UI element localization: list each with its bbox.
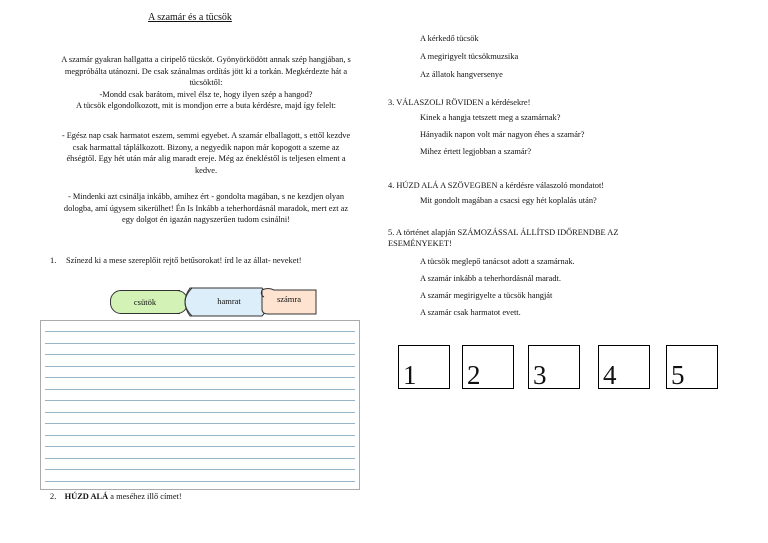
question-4: 4. HÚZD ALÁ A SZÖVEGBEN a kérdésre válaszoló mondatot!	[388, 181, 605, 190]
writing-line	[45, 400, 355, 401]
order-box-1[interactable]: 1	[398, 345, 450, 389]
q5-event-1: A tücsök meglepő tanácsot adott a szamárnak.	[420, 257, 575, 266]
writing-line	[45, 412, 355, 413]
writing-line	[45, 343, 355, 344]
writing-line	[45, 423, 355, 424]
order-box-3[interactable]: 3	[528, 345, 580, 389]
q4-item-1: Mit gondolt magában a csacsi egy hét koplalás után?	[420, 196, 597, 205]
writing-line	[45, 469, 355, 470]
order-box-2[interactable]: 2	[462, 345, 514, 389]
writing-line	[45, 331, 355, 332]
task-2: 2. HÚZD ALÁ a meséhez illő címet!	[50, 492, 182, 501]
story-paragraph-2: - Egész nap csak harmatot eszem, semmi egyebet. A szamár elballagott, s ettől kezdve csak harmattal táplálkozott. Bizony, a negyedik napon már kopogott a szeme az éhségtől. Egy hét után már alig maradt ereje. Még az énekléstől is teljesen elment a kedve.	[61, 131, 351, 175]
title-option-1[interactable]: A kérkedő tücsök	[420, 34, 479, 43]
writing-line	[45, 435, 355, 436]
writing-line	[45, 446, 355, 447]
question-5: 5. A történet alapján SZÁMOZÁSSAL ÁLLÍTSD IDŐRENDBE AZ ESEMÉNYEKET!	[388, 228, 619, 248]
writing-line	[45, 354, 355, 355]
writing-line	[45, 377, 355, 378]
writing-line	[45, 481, 355, 482]
shape-rounded[interactable]: csütök	[110, 290, 180, 314]
writing-lines[interactable]	[40, 320, 360, 490]
order-box-4[interactable]: 4	[598, 345, 650, 389]
story-paragraph-1: A szamár gyakran hallgatta a ciripelő tücsköt. Gyönyörködött annak szép hangjában, s megpróbálta utánozni. De csak szánalmas ordítás jött ki a torkán. Megkérdezte hát a tücsöktől: -Mondd csak barátom, mivel élsz te, hogy ilyen szép a hangod? A tücsök elgondolkozott, mit is mondjon erre a buta kérdésre, majd így felelt:	[61, 55, 351, 110]
page-title: A szamár és a tücsök	[148, 12, 232, 23]
story-paragraph-3: - Mindenki azt csinálja inkább, amihez ért - gondolta magában, s ne kezdjen olyan dologba, amí úgysem sikerülhet! Én Is Inkább a teherhordásnál maradok, mert ezt az egy dolgot én igazán nagyszerűen tudom csinálni!	[63, 192, 349, 224]
writing-line	[45, 389, 355, 390]
question-3: 3. VÁLASZOLJ RÖVIDEN a kérdésekre!	[388, 98, 531, 107]
q5-event-3: A szamár megirigyelte a tücsök hangját	[420, 291, 553, 300]
title-option-2[interactable]: A megirigyelt tücsökmuzsika	[420, 52, 519, 61]
q3-item-2: Hányadik napon volt már nagyon éhes a szamár?	[420, 130, 585, 139]
q3-item-1: Kinek a hangja tetszett meg a szamárnak?	[420, 113, 561, 122]
q3-item-3: Mihez értett legjobban a szamár?	[420, 147, 532, 156]
writing-line	[45, 366, 355, 367]
q5-event-4: A szamár csak harmatot evett.	[420, 308, 521, 317]
writing-line	[45, 458, 355, 459]
order-box-5[interactable]: 5	[666, 345, 718, 389]
title-option-3[interactable]: Az állatok hangversenye	[420, 70, 503, 79]
q5-event-2: A szamár inkább a teherhordásnál maradt.	[420, 274, 561, 283]
